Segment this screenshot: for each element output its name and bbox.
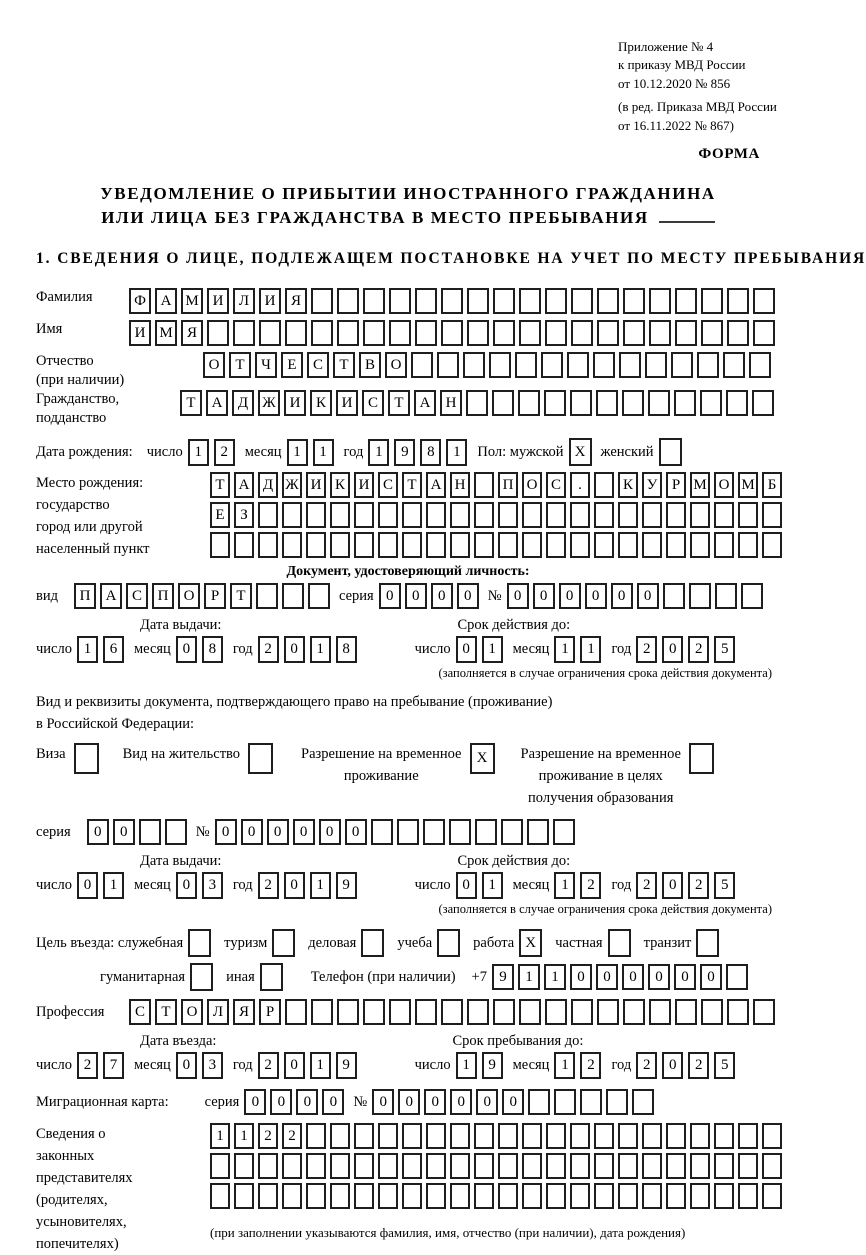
purpose-tourism-label: туризм <box>224 934 268 951</box>
year-label: год <box>343 443 364 460</box>
validity-note: (заполняется в случае ограничения срока действия документа) <box>438 902 772 916</box>
form-title <box>36 182 780 230</box>
visa-checkbox[interactable] <box>74 743 103 774</box>
field-surname <box>36 288 780 314</box>
series-label: серия <box>338 587 374 604</box>
surname-label: Фамилия <box>36 289 93 305</box>
month-label: месяц <box>512 641 550 657</box>
purpose-business-label: деловая <box>308 934 357 951</box>
migration-series-input[interactable]: 0 0 0 0 <box>244 1089 348 1115</box>
field-birth-place <box>36 472 780 562</box>
purpose-label: Цель въезда: <box>36 934 115 951</box>
doc-series-input[interactable]: 0 0 0 0 <box>379 583 483 609</box>
purpose-humanitarian-checkbox[interactable] <box>190 963 217 991</box>
year-label: год <box>232 1057 253 1073</box>
citizenship-input[interactable]: Т А Д Ж И К И С Т А Н <box>180 390 778 416</box>
day-label: число <box>414 1057 451 1073</box>
entry-date-labels <box>36 1033 780 1050</box>
purpose-study-checkbox[interactable] <box>437 929 464 957</box>
purpose-tourism-checkbox[interactable] <box>272 929 299 957</box>
id-issue-year-input[interactable]: 2 0 1 8 <box>258 636 362 663</box>
validity-note: (заполняется в случае ограничения срока действия документа) <box>438 666 772 680</box>
day-label: число <box>36 1057 72 1073</box>
entry-date <box>36 1052 362 1079</box>
stay-year-input[interactable]: 2 0 2 5 <box>636 1052 740 1079</box>
id-doc-dates <box>36 636 780 663</box>
birth-place-inputs <box>210 472 786 562</box>
id-doc-heading: Документ, удостоверяющий личность: <box>286 564 530 579</box>
permit-series-input[interactable]: 0 0 <box>87 819 191 845</box>
field-entry-purpose-line2 <box>100 963 780 991</box>
id-valid-month-input[interactable]: 1 1 <box>554 636 606 663</box>
field-birth-date <box>36 438 780 466</box>
permit-valid-month-input[interactable]: 1 2 <box>554 872 606 899</box>
month-label: месяц <box>512 877 550 893</box>
permit-issue-month-input[interactable]: 0 3 <box>176 872 228 899</box>
entry-dates <box>36 1052 780 1079</box>
id-doc-date-labels <box>36 617 780 634</box>
day-label: число <box>36 877 72 893</box>
series-label: серия <box>204 1093 240 1110</box>
birth-date-label: Дата рождения: <box>36 443 133 460</box>
legal-reference-edition-line: (в ред. Приказа МВД России <box>618 99 777 115</box>
id-doc-valid-date <box>410 636 741 663</box>
permit-number-input[interactable]: 0 0 0 0 0 0 <box>215 819 579 845</box>
year-label: год <box>232 877 253 893</box>
id-issue-month-input[interactable]: 0 8 <box>176 636 228 663</box>
day-label: число <box>146 443 183 460</box>
entry-date-label: Дата въезда: <box>140 1033 217 1049</box>
birth-month-input[interactable]: 1 1 <box>287 439 339 466</box>
day-label: число <box>414 641 451 657</box>
birth-place-line1-input[interactable]: Т А Д Ж И К И С Т А Н П О С . К У Р М О М Б <box>210 472 786 498</box>
purpose-transit-checkbox[interactable] <box>696 929 723 957</box>
entry-year-input[interactable]: 2 0 1 9 <box>258 1052 362 1079</box>
field-permit-series <box>36 819 780 845</box>
residence-permit-options <box>36 743 780 809</box>
doc-number-input[interactable]: 0 0 0 0 0 0 <box>507 583 767 609</box>
month-label: месяц <box>244 443 282 460</box>
permit-dates <box>36 872 780 899</box>
month-label: месяц <box>133 641 171 657</box>
purpose-other-label: иная <box>226 968 255 985</box>
number-label: № <box>353 1093 368 1110</box>
migration-number-input[interactable]: 0 0 0 0 0 0 <box>372 1089 658 1115</box>
purpose-private-label: частная <box>555 934 603 951</box>
residence-permit-checkbox[interactable] <box>248 743 277 774</box>
legal-reference-edition-line: от 16.11.2022 № 867) <box>618 117 735 133</box>
field-name <box>36 320 780 346</box>
phone-label: Телефон (при наличии) <box>310 968 456 985</box>
migration-card-label: Миграционная карта: <box>36 1093 169 1110</box>
temp-residence-education-label: Разрешение на временное проживание в целях получения образования <box>520 746 681 806</box>
field-legal-representatives <box>36 1123 780 1255</box>
birth-place-line2-input[interactable]: Е З <box>210 502 786 528</box>
field-id-doc <box>36 583 780 609</box>
permit-issue-date <box>36 872 362 899</box>
day-label: число <box>36 641 72 657</box>
birth-year-input[interactable]: 1 9 8 1 <box>368 439 472 466</box>
year-label: год <box>611 641 632 657</box>
patronymic-input[interactable]: О Т Ч Е С Т В О <box>203 352 775 378</box>
permit-valid-year-input[interactable]: 2 0 2 5 <box>636 872 740 899</box>
id-valid-day-input[interactable]: 0 1 <box>456 636 508 663</box>
representatives-note: (при заполнении указываются фамилия, имя, отчество (при наличии), дата рождения) <box>210 1225 686 1240</box>
sex-female-checkbox[interactable] <box>659 438 686 466</box>
id-valid-year-input[interactable]: 2 0 2 5 <box>636 636 740 663</box>
birth-day-input[interactable]: 1 2 <box>188 439 240 466</box>
sex-male-checkbox[interactable]: X <box>569 438 596 466</box>
temp-residence-checkbox[interactable]: X <box>470 743 499 774</box>
phone-input[interactable]: 9 1 1 0 0 0 0 0 0 <box>492 964 752 990</box>
entry-month-input[interactable]: 0 3 <box>176 1052 228 1079</box>
purpose-other-checkbox[interactable] <box>260 963 287 991</box>
permit-valid-day-input[interactable]: 0 1 <box>456 872 508 899</box>
doc-kind-label: вид <box>36 587 58 604</box>
number-label: № <box>195 823 210 840</box>
residence-doc-intro: Вид и реквизиты документа, подтверждающего право на пребывание (проживание) в Российской Федерации: <box>36 694 553 732</box>
permit-issue-year-input[interactable]: 2 0 1 9 <box>258 872 362 899</box>
name-input[interactable]: И М Я <box>129 320 779 346</box>
purpose-work-label: работа <box>473 934 515 951</box>
residence-permit-label: Вид на жительство <box>122 746 241 762</box>
year-label: год <box>611 877 632 893</box>
title-underline <box>659 221 715 223</box>
representatives-inputs <box>210 1123 786 1241</box>
profession-label: Профессия <box>36 1003 105 1020</box>
phone-prefix: +7 <box>471 968 487 985</box>
visa-label: Виза <box>36 746 66 762</box>
sex-male-label: Пол: мужской <box>477 443 564 460</box>
surname-input[interactable]: Ф А М И Л И Я <box>129 288 779 314</box>
purpose-work-checkbox[interactable]: X <box>519 929 546 957</box>
birth-place-label: Место рождения: государство город или другой населенный пункт <box>36 475 150 557</box>
purpose-business-checkbox[interactable] <box>361 929 388 957</box>
profession-input[interactable]: С Т О Л Я Р <box>129 999 779 1025</box>
name-label: Имя <box>36 321 63 337</box>
form-label: ФОРМА <box>698 146 760 162</box>
purpose-official-checkbox[interactable] <box>188 929 215 957</box>
field-citizenship <box>36 390 780 428</box>
stay-day-input[interactable]: 1 9 <box>456 1052 508 1079</box>
option-temp-residence <box>301 743 498 787</box>
representatives-label: Сведения о законных представителях (родителях, усыновителях, попечителях) <box>36 1126 133 1252</box>
month-label: месяц <box>512 1057 550 1073</box>
issue-date-label: Дата выдачи: <box>140 617 222 633</box>
day-label: число <box>414 877 451 893</box>
option-temp-residence-education <box>521 743 718 809</box>
option-visa <box>36 743 103 774</box>
purpose-private-checkbox[interactable] <box>608 929 635 957</box>
stay-until-date <box>410 1052 741 1079</box>
id-doc-issue-date <box>36 636 362 663</box>
field-entry-purpose <box>36 929 780 957</box>
number-label: № <box>487 587 502 604</box>
valid-until-label: Срок действия до: <box>457 853 571 869</box>
temp-residence-education-checkbox[interactable] <box>689 743 718 774</box>
doc-kind-input[interactable]: П А С П О Р Т <box>74 583 334 609</box>
representatives-line2-input[interactable] <box>210 1153 786 1179</box>
representatives-line1-input[interactable]: 1 1 2 2 <box>210 1123 786 1149</box>
field-profession <box>36 999 780 1025</box>
purpose-transit-label: транзит <box>643 934 692 951</box>
stay-until-label: Срок пребывания до: <box>452 1033 584 1049</box>
permit-date-labels <box>36 853 780 870</box>
sex-female-label: женский <box>600 443 654 460</box>
month-label: месяц <box>133 1057 171 1073</box>
field-patronymic <box>36 352 780 390</box>
permit-valid-date <box>410 872 741 899</box>
purpose-official-label: служебная <box>117 934 184 951</box>
legal-reference <box>618 38 777 135</box>
year-label: год <box>232 641 253 657</box>
stay-month-input[interactable]: 1 2 <box>554 1052 606 1079</box>
birth-place-line3-input[interactable] <box>210 532 786 558</box>
series-label: серия <box>36 823 71 840</box>
valid-until-label: Срок действия до: <box>457 617 571 633</box>
purpose-humanitarian-label: гуманитарная <box>100 968 186 985</box>
temp-residence-label: Разрешение на временное проживание <box>301 746 462 784</box>
month-label: месяц <box>133 877 171 893</box>
form-title-line2-wrap: ИЛИ ЛИЦА БЕЗ ГРАЖДАНСТВА В МЕСТО ПРЕБЫВАНИЯ <box>36 206 780 230</box>
id-issue-day-input[interactable]: 1 6 <box>77 636 129 663</box>
entry-day-input[interactable]: 2 7 <box>77 1052 129 1079</box>
legal-reference-line: Приложение № 4 <box>618 39 714 54</box>
form-title-line1: УВЕДОМЛЕНИЕ О ПРИБЫТИИ ИНОСТРАННОГО ГРАЖДАНИНА <box>100 184 716 203</box>
option-residence-permit <box>123 743 277 774</box>
citizenship-label: Гражданство, подданство <box>36 391 120 426</box>
patronymic-label: Отчество (при наличии) <box>36 353 125 388</box>
legal-reference-line: от 10.12.2020 № 856 <box>618 75 731 91</box>
legal-reference-line: к приказу МВД России <box>618 57 746 73</box>
section1-heading: 1. СВЕДЕНИЯ О ЛИЦЕ, ПОДЛЕЖАЩЕМ ПОСТАНОВКЕ НА УЧЕТ ПО МЕСТУ ПРЕБЫВАНИЯ <box>36 250 866 267</box>
field-migration-card <box>36 1089 780 1115</box>
permit-issue-day-input[interactable]: 0 1 <box>77 872 129 899</box>
representatives-line3-input[interactable] <box>210 1183 786 1209</box>
issue-date-label: Дата выдачи: <box>140 853 222 869</box>
purpose-study-label: учеба <box>397 934 433 951</box>
year-label: год <box>611 1057 632 1073</box>
